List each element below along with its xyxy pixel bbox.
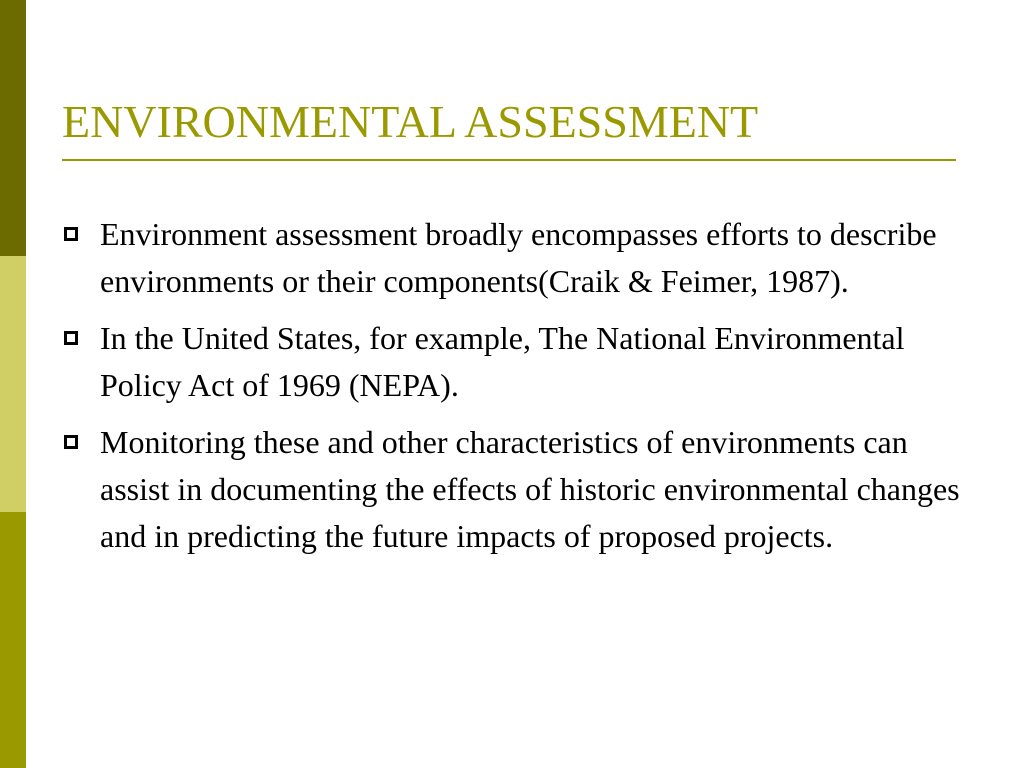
bullet-list bbox=[62, 211, 962, 570]
hollow-square-bullet-icon bbox=[64, 331, 78, 345]
bullet-text: In the United States, for example, The National Environmental Policy Act of 1969 (NEPA). bbox=[100, 320, 905, 403]
bullet-item bbox=[62, 419, 962, 560]
title-underline bbox=[62, 159, 956, 161]
slide-title: ENVIRONMENTAL ASSESSMENT bbox=[62, 96, 759, 147]
side-accent-bar bbox=[0, 0, 26, 768]
hollow-square-bullet-icon bbox=[64, 435, 78, 449]
bullet-text: Monitoring these and other characteristics of environments can assist in documenting the effects of historic environmental changes and in predicting the future impacts of proposed projects. bbox=[100, 424, 960, 554]
side-bar-segment-top bbox=[0, 0, 26, 256]
bullet-item bbox=[62, 211, 962, 305]
side-bar-segment-middle bbox=[0, 256, 26, 512]
bullet-item bbox=[62, 315, 962, 409]
side-bar-segment-bottom bbox=[0, 512, 26, 768]
bullet-text: Environment assessment broadly encompasses efforts to describe environments or their components(Craik & Feimer, 1987). bbox=[100, 216, 937, 299]
hollow-square-bullet-icon bbox=[64, 227, 78, 241]
